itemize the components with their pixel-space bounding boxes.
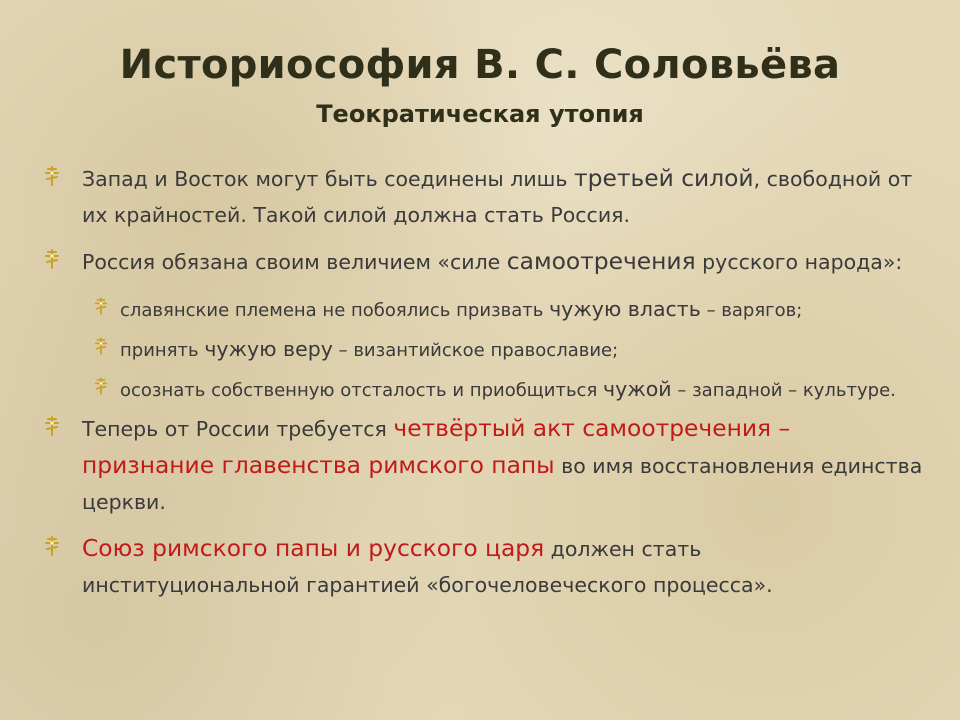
emphasis-text: Союз римского папы и русского царя (82, 534, 545, 562)
text-run: , свободной от их крайностей. Такой силой должна стать Россия. (82, 167, 919, 227)
emphasis-text: чужой (603, 377, 672, 401)
text-run: принять (120, 340, 205, 361)
text-run: Россия обязана своим величием «силе (82, 250, 507, 274)
slide-title: Историософия В. С. Соловьёва (119, 42, 841, 88)
emphasis-text: самоотречения (506, 247, 696, 275)
cross-bullet-icon (44, 536, 60, 556)
sub-bullet-item (44, 370, 924, 410)
text-run: – византийское православие; (332, 340, 619, 361)
text-run: во имя восстановления единства церкви. (82, 454, 929, 514)
cross-bullet-icon (44, 416, 60, 436)
cross-bullet-icon (44, 249, 60, 269)
slide-subtitle: Теократическая утопия (316, 100, 644, 128)
sub-bullet-item (44, 330, 924, 370)
bullet-item (44, 243, 924, 280)
text-run: – варягов; (700, 300, 803, 321)
bullet-item (44, 160, 924, 233)
text-run: – западной – культуре. (671, 380, 896, 401)
text-run: должен стать институциональной гарантией «богочеловеческого процесса». (82, 537, 773, 597)
emphasis-text: чужую веру (204, 337, 333, 361)
sub-bullet-item (44, 290, 924, 330)
emphasis-text: четвёртый акт самоотречения – признание главенства римского папы (82, 414, 798, 479)
cross-bullet-icon (94, 377, 108, 395)
cross-bullet-icon (94, 337, 108, 355)
cross-bullet-icon (44, 166, 60, 186)
text-run: осознать собственную отсталость и приобщиться (120, 380, 604, 401)
text-run: Теперь от России требуется (82, 417, 394, 441)
bullet-item (44, 530, 924, 603)
text-run: Запад и Восток могут быть соединены лишь (82, 167, 575, 191)
cross-bullet-icon (94, 297, 108, 315)
emphasis-text: чужую власть (549, 297, 701, 321)
emphasis-text: третьей силой (574, 164, 754, 192)
text-run: славянские племена не побоялись призвать (120, 300, 550, 321)
bullet-list (44, 160, 929, 613)
text-run: русского народа»: (695, 250, 903, 274)
bullet-item (44, 410, 929, 520)
